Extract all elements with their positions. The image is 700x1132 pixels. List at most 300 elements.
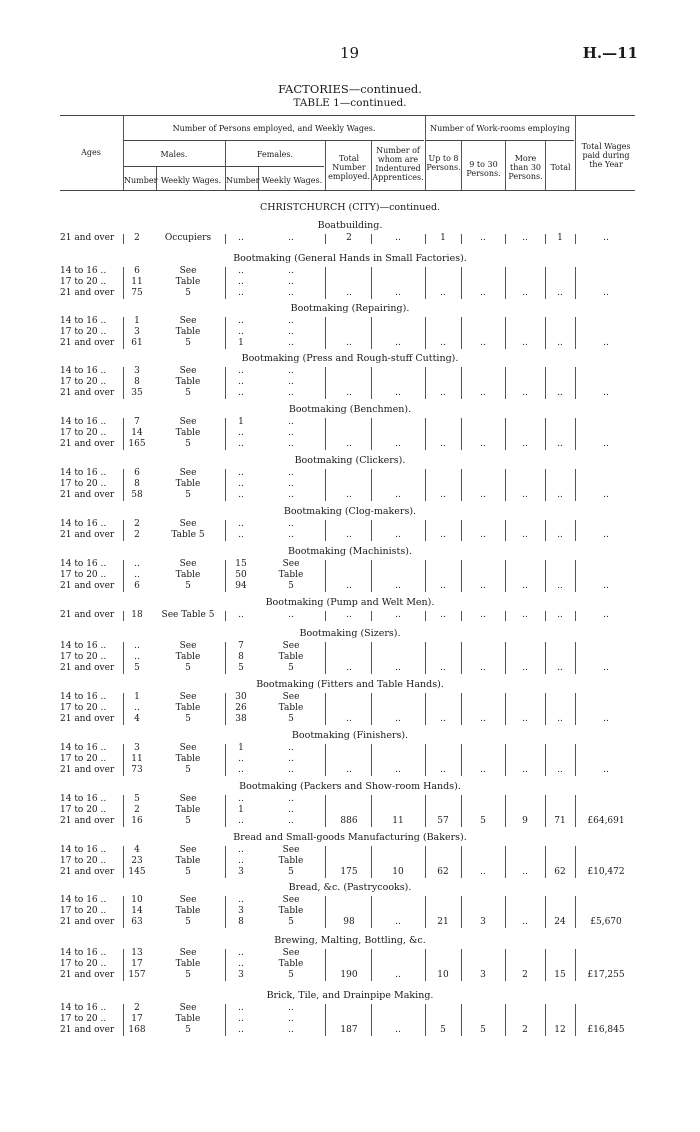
apprentices-cell: ..: [395, 610, 401, 620]
column-rule: [575, 693, 576, 725]
female-wages-cell: ..: [288, 1003, 294, 1013]
apprentices-cell: ..: [395, 233, 401, 243]
table-row: [0, 663, 700, 674]
section-heading: Bootmaking (General Hands in Small Factories).: [233, 253, 467, 264]
nine-to-30-cell: ..: [480, 439, 486, 449]
up-to-8-cell: ..: [440, 530, 446, 540]
total-employed-cell: 98: [343, 917, 355, 927]
column-rule: [425, 642, 426, 674]
male-number-cell: 11: [131, 754, 143, 764]
column-rule: [545, 896, 546, 928]
column-rule: [325, 267, 326, 299]
total-employed-cell: ..: [346, 610, 352, 620]
table-row: [0, 754, 700, 765]
male-wages-cell: 5: [185, 581, 191, 591]
nine-to-30-cell: 5: [480, 1025, 486, 1035]
column-rule: [461, 642, 462, 674]
total-wages-cell: ..: [603, 581, 609, 591]
female-wages-cell: See: [282, 559, 300, 569]
female-number-cell: ..: [238, 428, 244, 438]
female-wages-cell: 5: [288, 917, 294, 927]
age-cell: 21 and over: [60, 765, 115, 775]
column-rule: [545, 520, 546, 541]
column-rule: [325, 949, 326, 981]
table-row: [0, 743, 700, 754]
male-wages-cell: 5: [185, 490, 191, 500]
column-rule: [505, 744, 506, 776]
column-rule: [505, 846, 506, 878]
male-number-cell: 13: [131, 948, 143, 958]
column-rule: [505, 642, 506, 674]
column-rule: [425, 795, 426, 827]
total-wages-cell: £17,255: [587, 970, 625, 980]
table-row: [0, 277, 700, 288]
nine-to-30-cell: ..: [480, 765, 486, 775]
female-number-cell: 8: [238, 652, 244, 662]
column-rule: [545, 234, 546, 244]
male-number-cell: 61: [131, 338, 143, 348]
rooms-total-cell: ..: [557, 610, 563, 620]
column-rule: [425, 469, 426, 501]
more-than-30-cell: ..: [522, 765, 528, 775]
total-wages-cell: ..: [603, 233, 609, 243]
column-rule: [575, 846, 576, 878]
column-rule: [325, 642, 326, 674]
female-number-cell: 1: [238, 805, 244, 815]
female-wages-cell: Table: [278, 652, 304, 662]
total-wages-cell: ..: [603, 490, 609, 500]
age-cell: 21 and over: [60, 581, 115, 591]
rooms-total-cell: 71: [554, 816, 566, 826]
male-wages-cell: See: [179, 641, 197, 651]
column-rule: [225, 795, 226, 827]
column-rule: [123, 267, 124, 299]
up-to-8-cell: 5: [440, 1025, 446, 1035]
female-wages-cell: 5: [288, 663, 294, 673]
male-number-cell: ..: [134, 703, 140, 713]
table-row: [0, 794, 700, 805]
male-wages-cell: Table: [175, 327, 201, 337]
total-wages-cell: ..: [603, 388, 609, 398]
total-employed-cell: ..: [346, 765, 352, 775]
male-number-cell: 8: [134, 479, 140, 489]
column-rule: [425, 560, 426, 592]
male-wages-cell: Table: [175, 1014, 201, 1024]
persons-group-rule: [124, 140, 424, 141]
total-employed-cell: ..: [346, 439, 352, 449]
column-rule: [575, 560, 576, 592]
female-wages-cell: ..: [288, 316, 294, 326]
age-cell: 17 to 20 ..: [60, 856, 107, 866]
more-than-30-cell: 9: [522, 816, 528, 826]
column-rule: [371, 949, 372, 981]
column-rule: [461, 469, 462, 501]
apprentices-cell: ..: [395, 439, 401, 449]
rooms-total-cell: ..: [557, 581, 563, 591]
female-wages-cell: ..: [288, 377, 294, 387]
male-number-cell: 4: [134, 714, 140, 724]
total-wages-cell: ..: [603, 663, 609, 673]
female-wages-cell: ..: [288, 610, 294, 620]
male-wages-cell: Table: [175, 377, 201, 387]
column-rule: [325, 896, 326, 928]
rooms-total-cell: 1: [557, 233, 563, 243]
female-number-cell: 94: [235, 581, 247, 591]
table-row: [0, 610, 700, 621]
column-rule: [545, 611, 546, 621]
female-number-cell: ..: [238, 277, 244, 287]
section-heading: Boatbuilding.: [317, 220, 383, 231]
female-wages-cell: ..: [288, 754, 294, 764]
male-number-cell: 2: [134, 530, 140, 540]
rooms-total-cell: 62: [554, 867, 566, 877]
total-wages-cell: ..: [603, 288, 609, 298]
male-wages-cell: 5: [185, 663, 191, 673]
age-cell: 21 and over: [60, 816, 115, 826]
more-than-30-cell: ..: [522, 714, 528, 724]
nine-to-30-cell: ..: [480, 867, 486, 877]
more-than-30-cell: ..: [522, 388, 528, 398]
male-wages-cell: 5: [185, 388, 191, 398]
male-number-cell: 145: [128, 867, 146, 877]
more-than-30-cell: ..: [522, 530, 528, 540]
column-rule: [461, 367, 462, 399]
female-number-cell: ..: [238, 266, 244, 276]
column-rule: [545, 693, 546, 725]
total-wages-cell: ..: [603, 530, 609, 540]
column-rule: [225, 317, 226, 349]
female-number-cell: ..: [238, 366, 244, 376]
age-cell: 17 to 20 ..: [60, 906, 107, 916]
table-row: [0, 366, 700, 377]
column-rule: [425, 846, 426, 878]
male-wages-cell: 5: [185, 439, 191, 449]
column-rule: [371, 520, 372, 541]
male-wages-cell: Table: [175, 570, 201, 580]
nine-to-30-cell: ..: [480, 338, 486, 348]
age-cell: 14 to 16 ..: [60, 519, 107, 529]
col-males: Males.: [160, 150, 188, 159]
male-wages-cell: See Table 5: [161, 610, 215, 620]
column-rule: [575, 234, 576, 244]
column-rule: [371, 418, 372, 450]
total-employed-cell: ..: [346, 530, 352, 540]
age-cell: 14 to 16 ..: [60, 794, 107, 804]
rooms-total-cell: ..: [557, 288, 563, 298]
age-cell: 21 and over: [60, 388, 115, 398]
column-rule: [123, 642, 124, 674]
column-rule: [425, 896, 426, 928]
male-number-cell: 58: [131, 490, 143, 500]
column-rule: [371, 560, 372, 592]
column-rule: [425, 744, 426, 776]
female-wages-cell: ..: [288, 1014, 294, 1024]
male-wages-cell: See: [179, 366, 197, 376]
page-number: 19: [340, 44, 360, 62]
up-to-8-cell: ..: [440, 714, 446, 724]
female-wages-cell: ..: [288, 288, 294, 298]
female-number-cell: ..: [238, 316, 244, 326]
male-wages-cell: 5: [185, 714, 191, 724]
col-female-wages: Weekly Wages.: [261, 176, 323, 185]
female-number-cell: ..: [238, 765, 244, 775]
age-cell: 21 and over: [60, 970, 115, 980]
male-wages-cell: See: [179, 1003, 197, 1013]
column-rule: [225, 520, 226, 541]
table-row: [0, 570, 700, 581]
nine-to-30-cell: 3: [480, 917, 486, 927]
column-rule: [425, 317, 426, 349]
female-wages-cell: Table: [278, 906, 304, 916]
male-wages-cell: 5: [185, 1025, 191, 1035]
female-number-cell: ..: [238, 948, 244, 958]
column-rule: [545, 367, 546, 399]
rooms-total-cell: ..: [557, 530, 563, 540]
male-wages-cell: Table: [175, 652, 201, 662]
rooms-total-cell: 12: [554, 1025, 566, 1035]
column-rule: [461, 949, 462, 981]
section-heading: Bread, &c. (Pastrycooks).: [288, 882, 412, 893]
apprentices-cell: 10: [392, 867, 404, 877]
age-cell: 21 and over: [60, 530, 115, 540]
total-wages-cell: ..: [603, 338, 609, 348]
female-number-cell: ..: [238, 288, 244, 298]
col-up-to-8: Up to 8 Persons.: [426, 154, 461, 172]
section-heading: Bootmaking (Clog-makers).: [283, 506, 417, 517]
total-wages-cell: ..: [603, 610, 609, 620]
male-number-cell: 73: [131, 765, 143, 775]
column-rule: [371, 317, 372, 349]
column-rule: [461, 520, 462, 541]
female-number-cell: ..: [238, 1003, 244, 1013]
column-rule: [123, 234, 124, 244]
male-number-cell: 157: [128, 970, 146, 980]
column-rule: [325, 795, 326, 827]
column-rule: [371, 367, 372, 399]
city-heading: CHRISTCHURCH (CITY)—continued.: [259, 202, 441, 213]
age-cell: 14 to 16 ..: [60, 559, 107, 569]
up-to-8-cell: ..: [440, 610, 446, 620]
male-number-cell: ..: [134, 570, 140, 580]
female-wages-cell: ..: [288, 816, 294, 826]
rooms-total-cell: 15: [554, 970, 566, 980]
col-total-rooms: Total: [550, 163, 571, 172]
female-number-cell: ..: [238, 754, 244, 764]
more-than-30-cell: ..: [522, 917, 528, 927]
column-rule: [225, 896, 226, 928]
section-heading: Bootmaking (Fitters and Table Hands).: [256, 679, 444, 690]
female-wages-cell: 5: [288, 581, 294, 591]
column-rule: [461, 693, 462, 725]
header-divider: [325, 141, 326, 190]
male-wages-cell: See: [179, 948, 197, 958]
col-female-number: Number: [226, 176, 260, 185]
age-cell: 21 and over: [60, 1025, 115, 1035]
male-wages-cell: 5: [185, 765, 191, 775]
table-row: [0, 530, 700, 541]
male-number-cell: 14: [131, 428, 143, 438]
age-cell: 17 to 20 ..: [60, 570, 107, 580]
up-to-8-cell: ..: [440, 288, 446, 298]
col-more-than-30: More than 30 Persons.: [508, 154, 543, 181]
age-cell: 17 to 20 ..: [60, 754, 107, 764]
nine-to-30-cell: ..: [480, 388, 486, 398]
female-wages-cell: ..: [288, 417, 294, 427]
more-than-30-cell: ..: [522, 439, 528, 449]
male-number-cell: 8: [134, 377, 140, 387]
column-rule: [123, 520, 124, 541]
column-rule: [545, 846, 546, 878]
table-row: [0, 439, 700, 450]
male-number-cell: 6: [134, 468, 140, 478]
male-number-cell: 16: [131, 816, 143, 826]
column-rule: [371, 1004, 372, 1036]
column-rule: [225, 642, 226, 674]
nine-to-30-cell: ..: [480, 233, 486, 243]
female-wages-cell: 5: [288, 714, 294, 724]
col-total-wages: Total Wages paid during the Year: [581, 142, 631, 169]
table-row: [0, 805, 700, 816]
table-row: [0, 1003, 700, 1014]
column-rule: [575, 949, 576, 981]
column-rule: [461, 795, 462, 827]
female-number-cell: ..: [238, 856, 244, 866]
male-number-cell: 3: [134, 743, 140, 753]
male-number-cell: 5: [134, 663, 140, 673]
female-wages-cell: Table: [278, 959, 304, 969]
column-rule: [123, 795, 124, 827]
male-wages-cell: See: [179, 794, 197, 804]
male-number-cell: ..: [134, 652, 140, 662]
col-ages: Ages: [81, 148, 101, 157]
up-to-8-cell: 21: [437, 917, 449, 927]
female-number-cell: ..: [238, 479, 244, 489]
female-number-cell: ..: [238, 895, 244, 905]
female-number-cell: 30: [235, 692, 247, 702]
male-wages-cell: See: [179, 316, 197, 326]
table-row: [0, 652, 700, 663]
female-number-cell: 26: [235, 703, 247, 713]
female-wages-cell: See: [282, 845, 300, 855]
table-row: [0, 468, 700, 479]
rooms-total-cell: ..: [557, 388, 563, 398]
column-rule: [505, 469, 506, 501]
column-rule: [371, 234, 372, 244]
column-rule: [461, 234, 462, 244]
male-wages-cell: Table: [175, 754, 201, 764]
female-wages-cell: See: [282, 692, 300, 702]
female-wages-cell: ..: [288, 490, 294, 500]
up-to-8-cell: ..: [440, 581, 446, 591]
column-rule: [461, 896, 462, 928]
total-wages-cell: £16,845: [587, 1025, 625, 1035]
column-rule: [425, 1004, 426, 1036]
column-rule: [545, 1004, 546, 1036]
male-number-cell: 2: [134, 1003, 140, 1013]
workrooms-group-rule: [426, 140, 574, 141]
male-wages-cell: See: [179, 266, 197, 276]
table-row: [0, 917, 700, 928]
female-wages-cell: See: [282, 641, 300, 651]
more-than-30-cell: ..: [522, 663, 528, 673]
female-number-cell: 38: [235, 714, 247, 724]
total-wages-cell: ..: [603, 439, 609, 449]
male-wages-cell: Table: [175, 856, 201, 866]
header-bottom-rule: [60, 190, 635, 191]
total-wages-cell: £10,472: [587, 867, 625, 877]
female-number-cell: 1: [238, 338, 244, 348]
table-row: [0, 490, 700, 501]
column-rule: [371, 267, 372, 299]
column-rule: [575, 418, 576, 450]
female-wages-cell: ..: [288, 794, 294, 804]
nine-to-30-cell: ..: [480, 530, 486, 540]
female-wages-cell: ..: [288, 439, 294, 449]
column-rule: [461, 317, 462, 349]
age-cell: 17 to 20 ..: [60, 805, 107, 815]
column-rule: [225, 367, 226, 399]
female-wages-cell: ..: [288, 479, 294, 489]
male-wages-cell: 5: [185, 917, 191, 927]
apprentices-cell: ..: [395, 288, 401, 298]
female-number-cell: 3: [238, 906, 244, 916]
age-cell: 21 and over: [60, 610, 115, 620]
apprentices-cell: ..: [395, 970, 401, 980]
age-cell: 14 to 16 ..: [60, 266, 107, 276]
female-wages-cell: ..: [288, 366, 294, 376]
column-rule: [505, 317, 506, 349]
female-number-cell: 15: [235, 559, 247, 569]
total-employed-cell: ..: [346, 288, 352, 298]
female-number-cell: 3: [238, 970, 244, 980]
column-rule: [425, 418, 426, 450]
up-to-8-cell: 10: [437, 970, 449, 980]
apprentices-cell: ..: [395, 581, 401, 591]
table-row: [0, 641, 700, 652]
column-rule: [123, 418, 124, 450]
male-number-cell: 23: [131, 856, 143, 866]
section-heading: Brewing, Malting, Bottling, &c.: [274, 935, 426, 946]
age-cell: 17 to 20 ..: [60, 1014, 107, 1024]
more-than-30-cell: ..: [522, 581, 528, 591]
male-wages-cell: Table 5: [171, 530, 205, 540]
up-to-8-cell: 1: [440, 233, 446, 243]
column-rule: [545, 949, 546, 981]
table-title: FACTORIES—continued.: [278, 82, 422, 96]
table-row: [0, 970, 700, 981]
column-rule: [325, 1004, 326, 1036]
table-row: [0, 338, 700, 349]
apprentices-cell: ..: [395, 388, 401, 398]
table-row: [0, 581, 700, 592]
column-rule: [325, 560, 326, 592]
more-than-30-cell: ..: [522, 490, 528, 500]
table-row: [0, 479, 700, 490]
age-cell: 14 to 16 ..: [60, 641, 107, 651]
table-row: [0, 316, 700, 327]
column-rule: [225, 1004, 226, 1036]
col-9-to-30: 9 to 30 Persons.: [466, 160, 501, 178]
column-rule: [461, 267, 462, 299]
total-wages-cell: ..: [603, 765, 609, 775]
male-wages-cell: See: [179, 559, 197, 569]
column-rule: [225, 418, 226, 450]
age-cell: 14 to 16 ..: [60, 948, 107, 958]
total-wages-cell: £64,691: [587, 816, 625, 826]
table-row: [0, 388, 700, 399]
male-number-cell: 6: [134, 581, 140, 591]
column-rule: [425, 693, 426, 725]
